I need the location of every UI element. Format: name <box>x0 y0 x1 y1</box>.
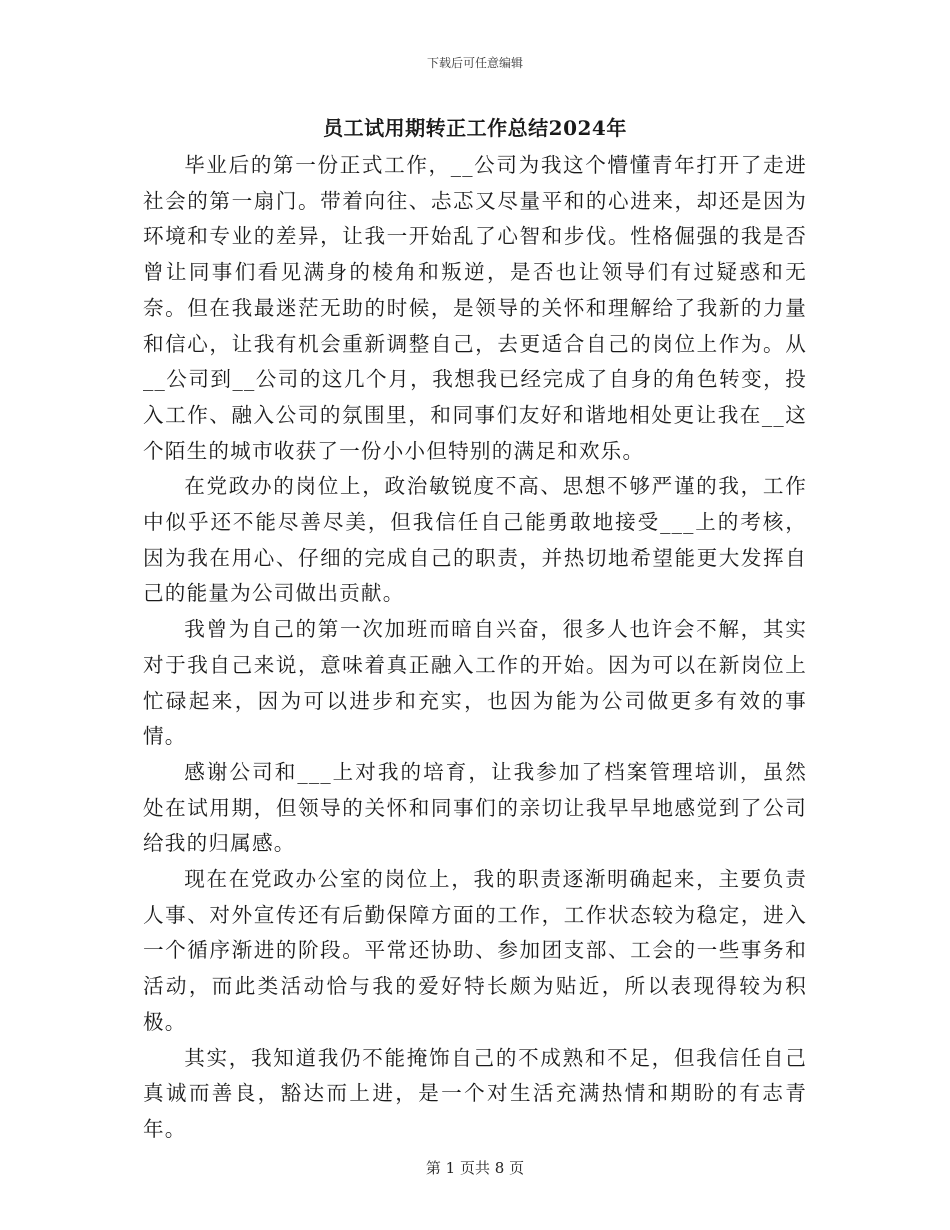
document-title: 员工试用期转正工作总结2024年 <box>323 116 627 140</box>
paragraph: 我曾为自己的第一次加班而暗自兴奋，很多人也许会不解，其实对于我自己来说，意味着真正融入工作的开始。因为可以在新岗位上忙碌起来，因为可以进步和充实，也因为能为公司做更多有效的事情。 <box>143 617 807 749</box>
paragraph: 现在在党政办公室的岗位上，我的职责逐渐明确起来，主要负责人事、对外宣传还有后勤保障方面的工作，工作状态较为稳定，进入一个循序渐进的阶段。平常还协助、参加团支部、工会的一些事务和活动，而此类活动恰与我的爱好特长颇为贴近，所以表现得较为积极。 <box>143 867 807 1034</box>
paragraph: 毕业后的第一份正式工作，__公司为我这个懵懂青年打开了走进社会的第一扇门。带着向往、忐忑又尽量平和的心进来，却还是因为环境和专业的差异，让我一开始乱了心智和步伐。性格倔强的我是否曾让同事们看见满身的棱角和叛逆，是否也让领导们有过疑惑和无奈。但在我最迷茫无助的时候，是领导的关怀和理解给了我新的力量和信心，让我有机会重新调整自己，去更适合自己的岗位上作为。从__公司到__公司的这几个月，我想我已经完成了自身的角色转变，投入工作、融入公司的氛围里，和同事们友好和谐地相处更让我在__这个陌生的城市收获了一份小小但特别的满足和欢乐。 <box>143 153 807 463</box>
paragraph: 感谢公司和___上对我的培育，让我参加了档案管理培训，虽然处在试用期，但领导的关怀和同事们的亲切让我早早地感觉到了公司给我的归属感。 <box>143 759 807 856</box>
document-body <box>143 148 807 1148</box>
header-note: 下载后可任意编辑 <box>426 56 523 70</box>
page-number: 第 1 页共 8 页 <box>425 1159 525 1177</box>
paragraph: 其实，我知道我仍不能掩饰自己的不成熟和不足，但我信任自己真诚而善良，豁达而上进，是一个对生活充满热情和期盼的有志青年。 <box>143 1045 807 1141</box>
paragraph: 在党政办的岗位上，政治敏锐度不高、思想不够严谨的我，工作中似乎还不能尽善尽美，但我信任自己能勇敢地接受___上的考核，因为我在用心、仔细的完成自己的职责，并热切地希望能更大发挥自己的能量为公司做出贡献。 <box>143 474 807 606</box>
